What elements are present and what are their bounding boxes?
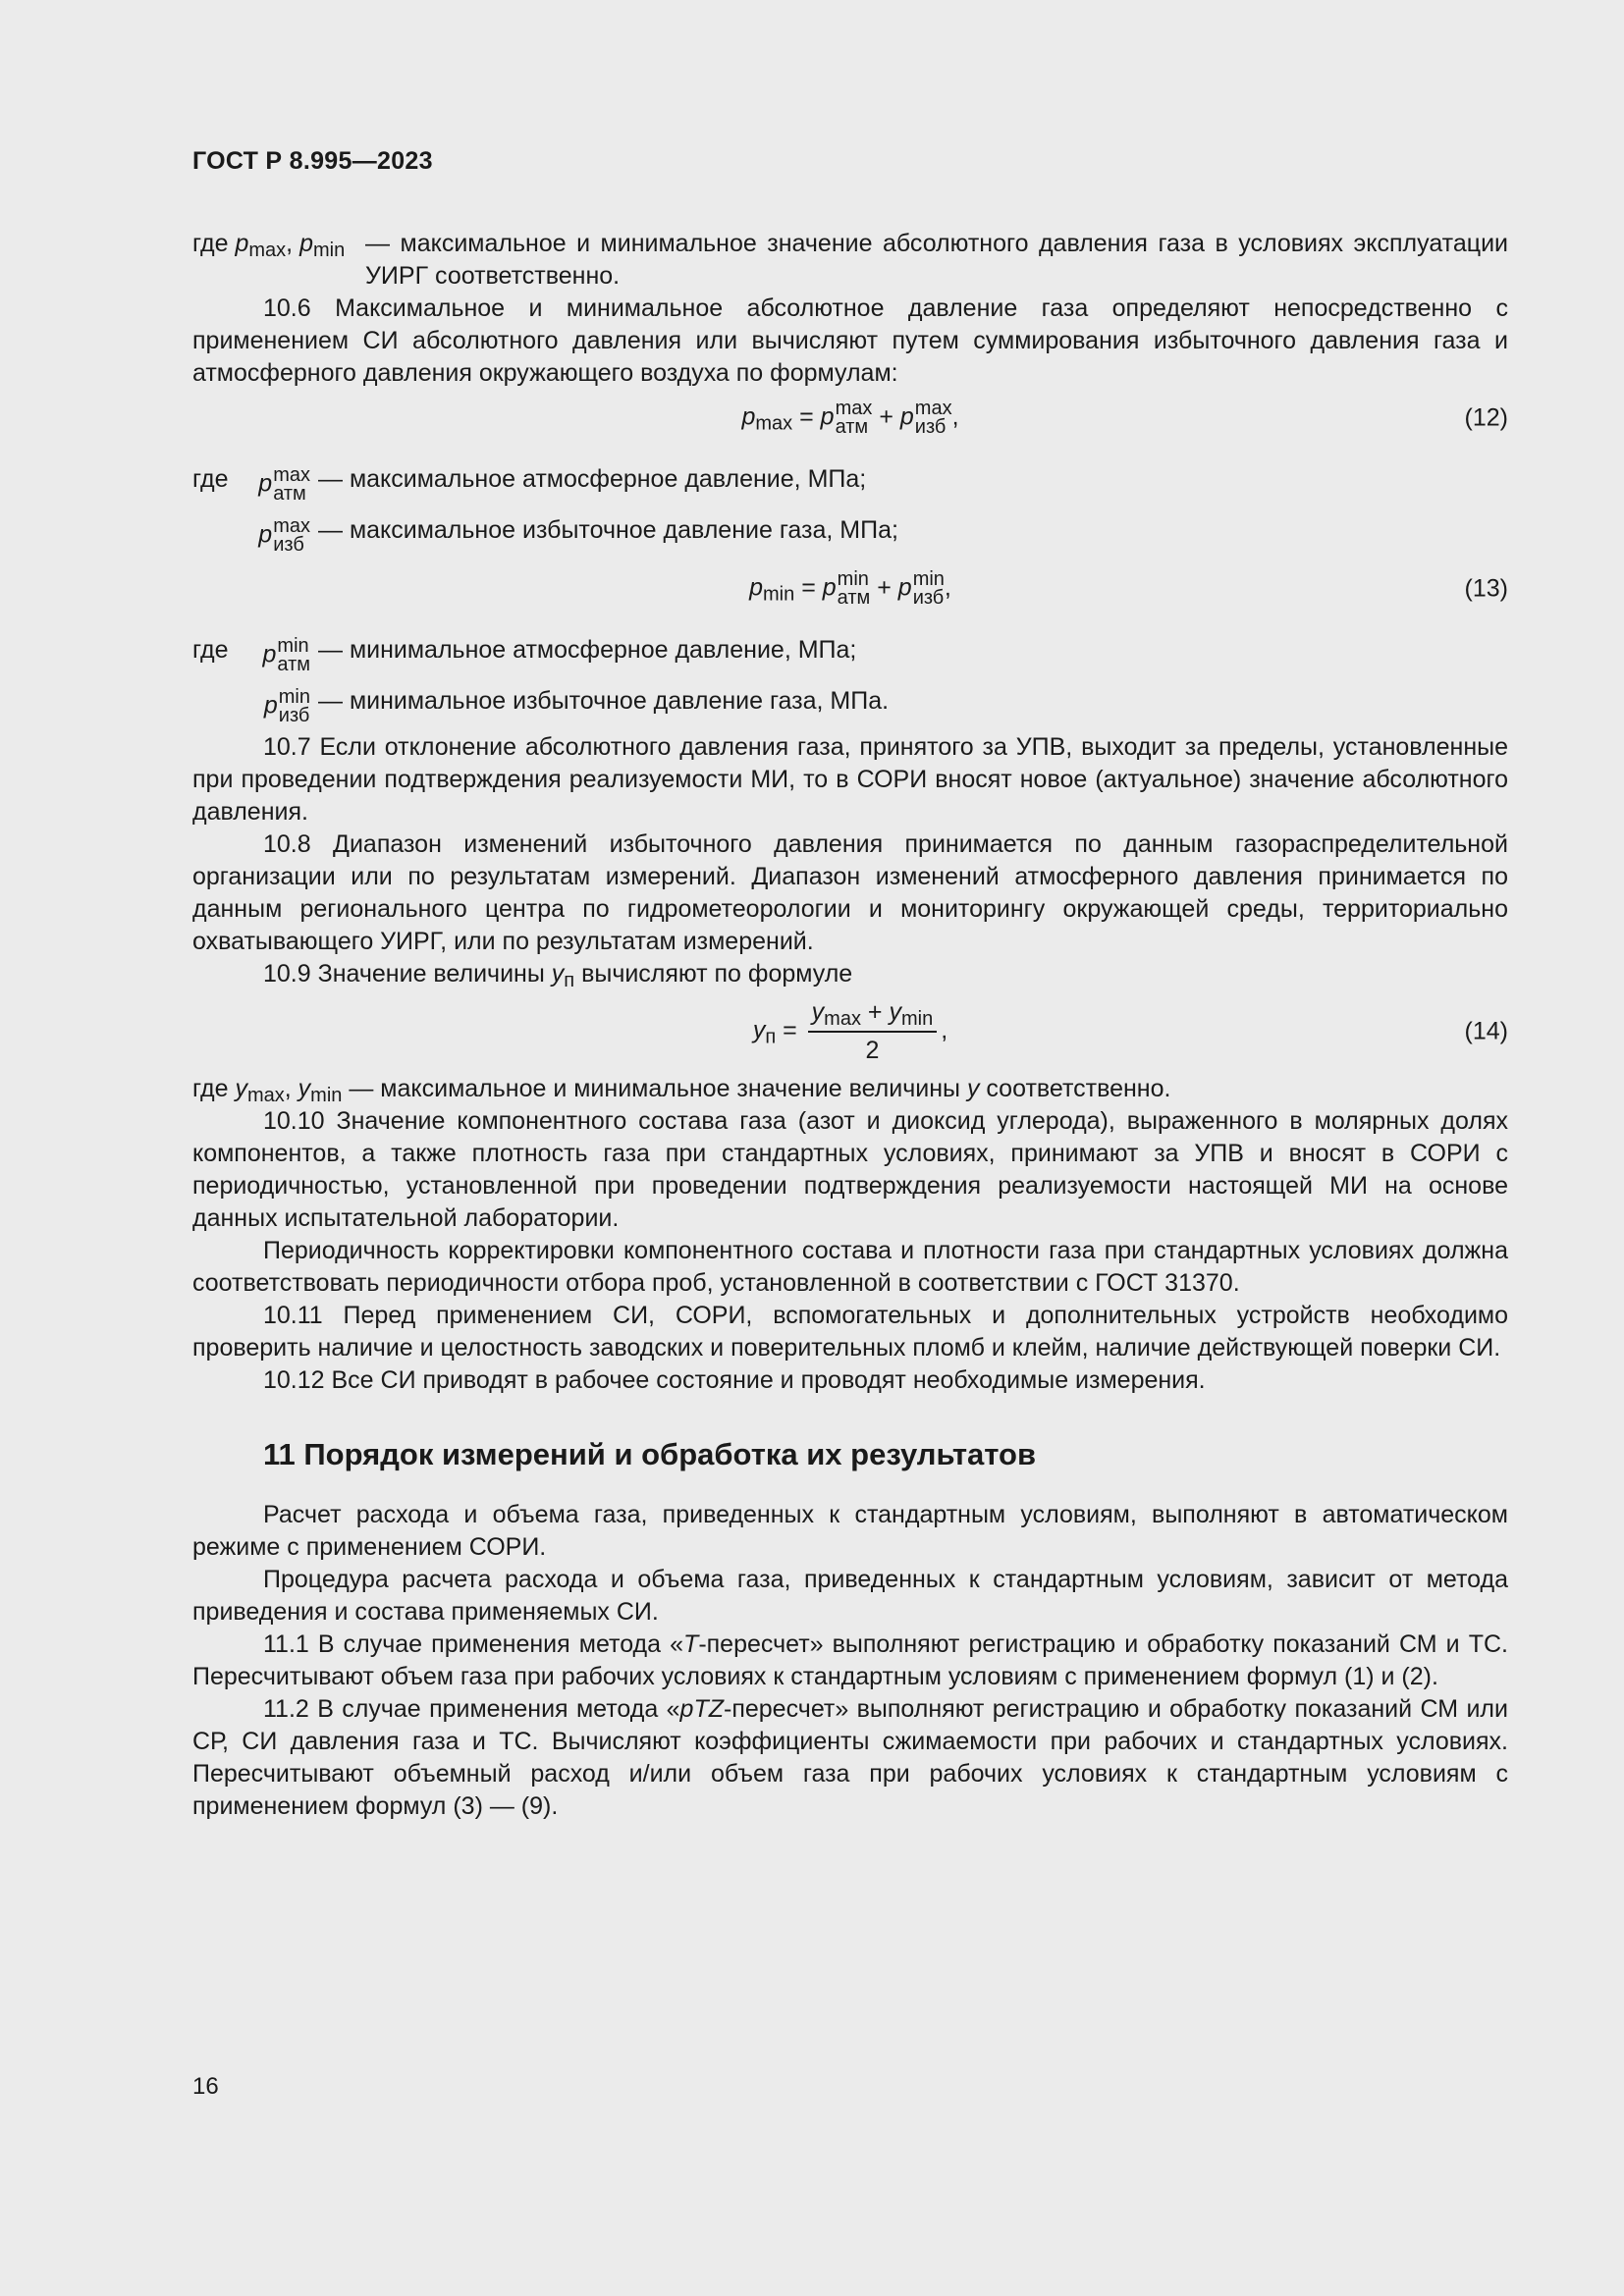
where-item: p max изб — максимальное избыточное давление газа, МПа; (258, 515, 898, 556)
paragraph-10-7: 10.7 Если отклонение абсолютного давления газа, принятого за УПВ, выходит за пределы, установленные при проведении подтверждения реализуемости МИ, то в СОРИ вносят новое (актуальное) значение абсолютного давления. (192, 733, 1508, 826)
where-item: где p min атм — минимальное атмосферное давление, МПа; (192, 635, 857, 675)
document-body (192, 228, 1508, 1823)
paragraph-periodicity: Периодичность корректировки компонентного состава и плотности газа при стандартных условиях должна соответствовать периодичности отбора проб, установленной в соответствии с ГОСТ 31370. (192, 1237, 1508, 1297)
where-item: p min изб — минимальное избыточное давление газа, МПа. (263, 686, 890, 726)
equation-number: (14) (1464, 1017, 1508, 1045)
equation-13: $p_{min} = p$ min атм + p min изб , (13) (749, 568, 1508, 609)
paragraph-10-11: 10.11 Перед применением СИ, СОРИ, вспомогательных и дополнительных устройств необходимо проверить наличие и целостность заводских и поверительных пломб и клейм, наличие действующей поверки СИ. (192, 1302, 1508, 1362)
section-heading-11: 11 Порядок измерений и обработка их результатов (263, 1437, 1037, 1471)
where-list-12 (192, 453, 1508, 555)
paragraph-10-10: 10.10 Значение компонентного состава газа (азот и диоксид углерода), выраженного в молярных долях компонентов, а также плотность газа при стандартных условиях, принимают за УПВ и вносят в СОРИ с периодичностью, установленной при проведении подтверждения реализуемости настоящей МИ на основе данных испытательной лаборатории. (192, 1107, 1508, 1232)
fraction: $\frac{y_{max} + y_{min}}{2}$ (808, 996, 938, 1067)
paragraph-11-1: 11.1 В случае применения метода «T-пересчет» выполняют регистрацию и обработку показаний СМ и ТС. Пересчитывают объем газа при рабочих условиях к стандартным условиям с применением формул (1) и (2). (192, 1630, 1508, 1690)
equation-14: $y_п$ = $\frac{y_{max} + y_{min}}{2}$ , (14) (192, 990, 1508, 1073)
page-number: 16 (192, 2073, 219, 2100)
equation-number: (13) (1464, 574, 1508, 603)
equation-12: $p_{max} = p$ max атм + p max изб , (12) (741, 398, 1508, 438)
paragraph-11-intro-b: Процедура расчета расхода и объема газа, приведенных к стандартным условиям, зависит от метода приведения и состава применяемых СИ. (192, 1566, 1508, 1626)
where-pmax-pmin-text: — максимальное и минимальное значение абсолютного давления газа в условиях эксплуатации УИРГ соответственно. (365, 230, 1508, 290)
paragraph-11-intro-a: Расчет расхода и объема газа, приведенных к стандартным условиям, выполняют в автоматическом режиме с применением СОРИ. (192, 1501, 1508, 1561)
paragraph-10-9: 10.9 Значение величины $y_п$ вычисляют по формуле (263, 960, 853, 991)
document-header: ГОСТ Р 8.995—2023 (192, 147, 433, 175)
paragraph-10-8: 10.8 Диапазон изменений избыточного давления принимается по данным газораспределительной организации или по результатам измерений. Диапазон изменений атмосферного давления принимается по данным регионального центра по гидрометеорологии и мониторингу окружающей среды, территориально охватывающего УИРГ, или по результатам измерений. (192, 830, 1508, 955)
where-14: где $y_{max}$, $y_{min}$ — максимальное и минимальное значение величины y соответственно. (192, 1075, 1171, 1106)
paragraph-10-12: 10.12 Все СИ приводят в рабочее состояние и проводят необходимые измерения. (263, 1366, 1206, 1394)
equation-number: (12) (1464, 403, 1508, 432)
paragraph-10-6: 10.6 Максимальное и минимальное абсолютное давление газа определяют непосредственно с применением СИ абсолютного давления или вычисляют путем суммирования избыточного давления газа и атмосферного давления окружающего воздуха по формулам: (192, 294, 1508, 387)
where-item: где p max атм — максимальное атмосферное давление, МПа; (192, 464, 867, 505)
paragraph-11-2: 11.2 В случае применения метода «pTZ-пересчет» выполняют регистрацию и обработку показаний СМ или СР, СИ давления газа и ТС. Вычисляют коэффициенты сжимаемости при рабочих и стандартных условиях. Пересчитывают объемный расход и/или объем газа при рабочих условиях к стандартным условиям с применением формул (3) — (9). (192, 1695, 1508, 1820)
where-list-13 (192, 623, 1508, 725)
where-pmax-pmin: где $p_{max}$, $p_{min}$ — максимальное и минимальное значение абсолютного давления газа в условиях эксплуатации УИРГ соответственно. (192, 228, 1508, 293)
